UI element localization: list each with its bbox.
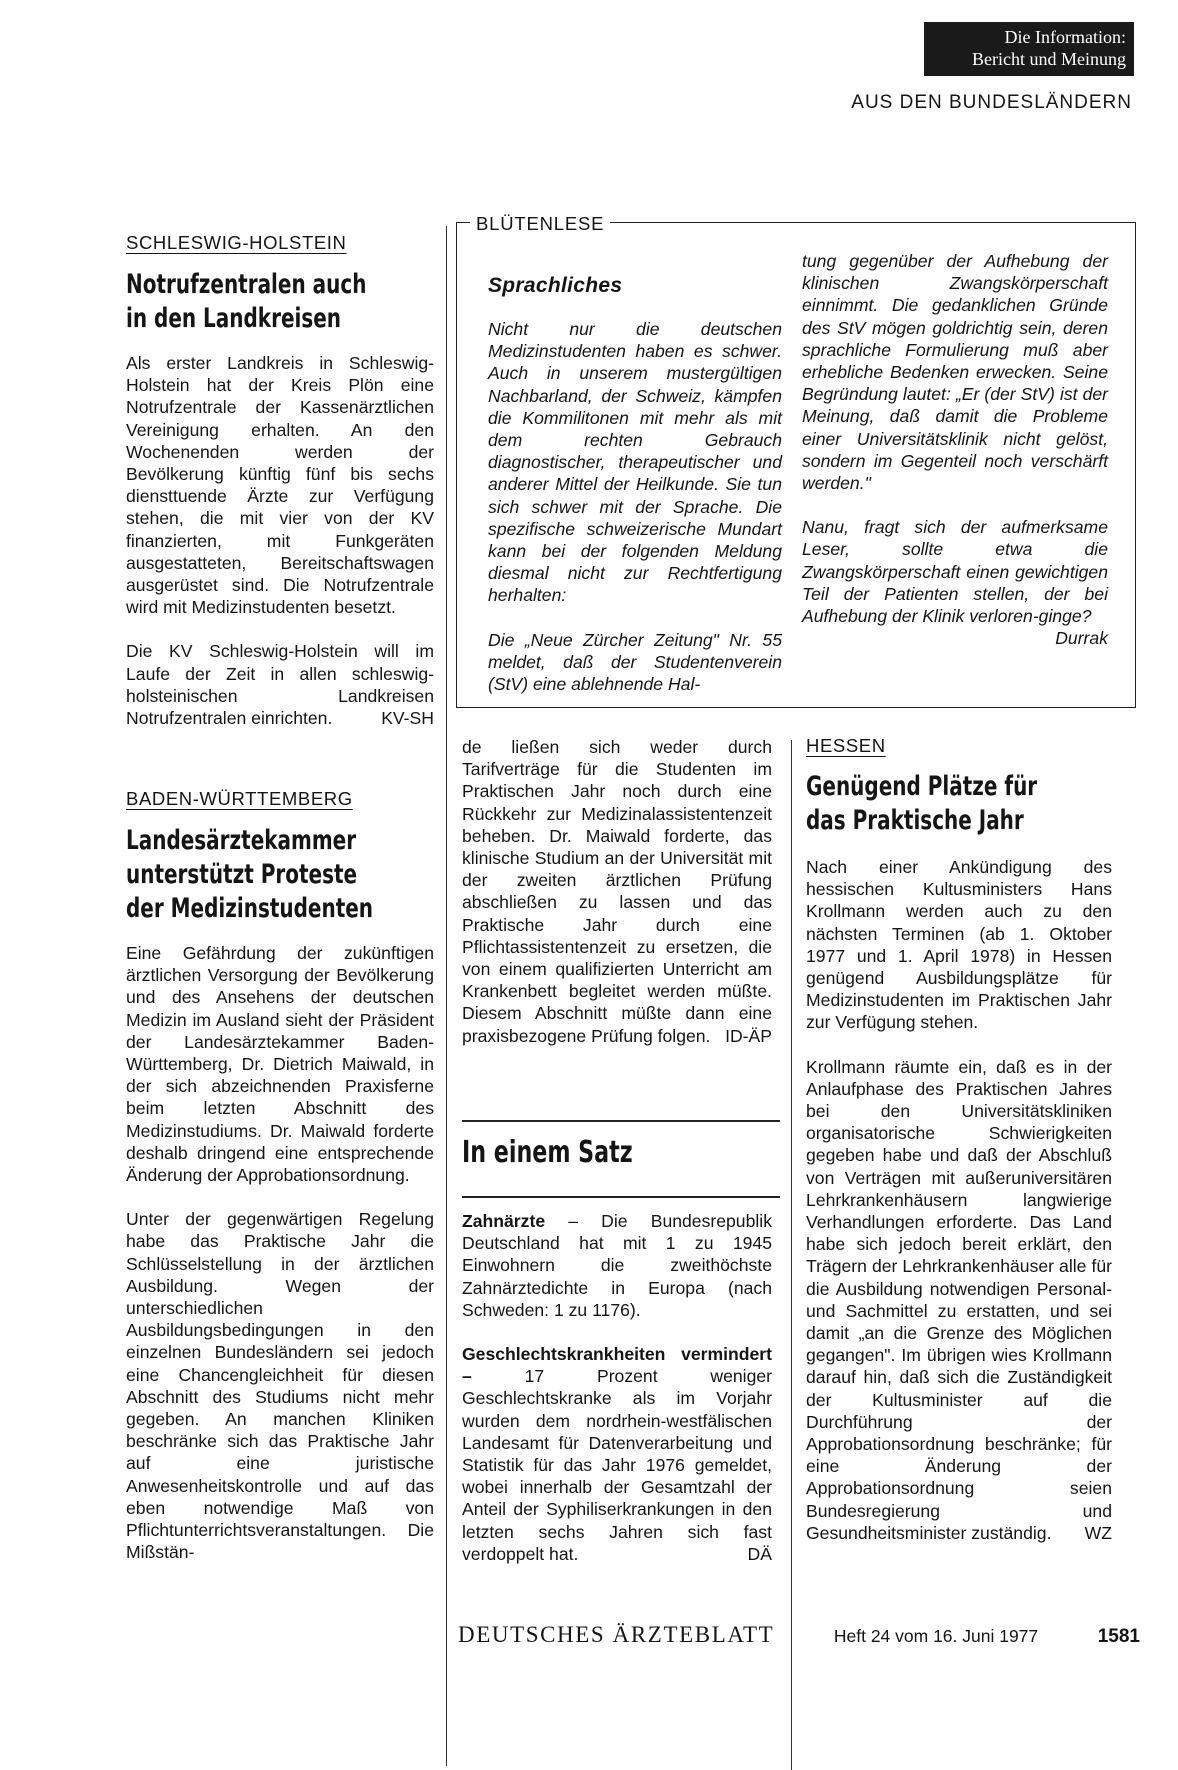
paragraph: tung gegenüber der Aufhebung der klinischen Zwangskörperschaft einnimmt. Die gedanklichen Gründe des StV mögen goldrichtig sein, deren sprachliche Formulierung muß aber erhebliche Bedenken erwecken. Seine Begründung lautet: „Er (der StV) ist der Meinung, daß damit die Probleme einer Universitätsklinik nicht gelöst, sondern im Gegenteil noch verschärft werden." [802, 251, 1108, 494]
kicker-baden-wuerttemberg: BADEN-WÜRTTEMBERG [126, 788, 353, 809]
journal-name: DEUTSCHES ÄRZTEBLATT [458, 1622, 775, 1647]
signature: KV-SH [381, 708, 434, 729]
item-title: Geschlechtskrankheiten vermindert – [462, 1344, 772, 1387]
page-number: 1581 [1097, 1626, 1140, 1647]
signature: WZ [1084, 1522, 1112, 1543]
item-text: 17 Prozent weniger Geschlechtskranke als im Vorjahr wurden dem nordrhein-westfälischen Landesamt für Datenverarbeitung und Statistik für das Jahr 1976 gemeldet, wobei innerhalb der Gesamtzahl der Anteil der Syphiliserkrankungen in den letzten sechs Jahren sich fast verdoppelt hat. [462, 1366, 772, 1564]
badge-line-2: Bericht und Meinung [972, 49, 1126, 69]
paragraph: Nicht nur die deutschen Medizinstudenten haben es schwer. Auch in unserem mustergültigen Nachbarland, der Schweiz, kämpfen die Kommilitonen mit mehr als mit dem rechten Gebrauch diagnostischer, therapeutischer und anderer Mittel der Heilkunde. Sie tun sich schwer mit der Sprache. Die spezifische schweizerische Mundart kann bei der folgenden Meldung diesmal nicht zur Rechtfertigung herhalten: [488, 319, 782, 606]
rubric: AUS DEN BUNDESLÄNDERN [851, 92, 1132, 113]
in-einem-satz-body [462, 1210, 772, 1565]
signature: DÄ [747, 1543, 772, 1564]
bluetenlese-label: BLÜTENLESE [470, 214, 610, 234]
headline-landesaerztekammer [126, 824, 373, 926]
paragraph: Eine Gefährdung der zukünftigen ärztlichen Versorgung der Bevölkerung und des Ansehens der deutschen Medizin im Ausland sieht der Präsident der Landesärztekammer Baden-Württemberg, Dr. Dietrich Maiwald, in der sich abzeichnenden Praxisferne beim letzten Abschnitt des Medizinstudiums. Dr. Maiwald forderte deshalb dringend eine entsprechende Änderung der Approbationsordnung. [126, 943, 434, 1186]
headline-line: Genügend Plätze für [806, 771, 1038, 802]
paragraph [126, 640, 434, 729]
signature: ID-ÄP [725, 1025, 772, 1046]
section-rule-top [462, 1120, 780, 1122]
headline-line: Notrufzentralen auch [126, 269, 367, 300]
headline-line: unterstützt Proteste [126, 859, 358, 890]
page-footer [458, 1622, 1140, 1648]
paragraph [462, 736, 772, 1047]
paragraph: Nach einer Ankündigung des hessischen Kultusministers Hans Krollmann werden auch zu den nächsten Terminen (ab 1. Oktober 1977 und 1. April 1978) in Hessen genügend Ausbildungsplätze für Medizinstudenten im Praktischen Jahr zur Verfügung stehen. [806, 857, 1112, 1033]
badge-line-1: Die Information: [1004, 27, 1126, 47]
paragraph-text: Nanu, fragt sich der aufmerksame Leser, sollte etwa die Zwangskörperschaft einen gewichtigen Teil der Patienten stellen, der bei Aufhebung der Klinik verloren-ginge? [802, 517, 1108, 627]
signature: Durrak [1055, 628, 1108, 649]
column-rule-right [791, 740, 792, 1770]
column-rule-left [446, 226, 447, 1766]
kicker-schleswig-holstein: SCHLESWIG-HOLSTEIN [126, 232, 347, 253]
paragraph-geschlechtskrankheiten [462, 1343, 772, 1565]
section-badge [924, 22, 1134, 76]
item-text: – Die Bundesrepublik Deutschland hat mit 1 zu 1945 Einwohnern die zweithöchste Zahnärztedichte in Europa (nach Schweden: 1 zu 1176). [462, 1211, 772, 1320]
headline-line: in den Landkreisen [126, 303, 342, 334]
paragraph: Die „Neue Zürcher Zeitung" Nr. 55 meldet, daß der Studentenverein (StV) eine ablehnende Hal- [488, 629, 782, 695]
paragraph [802, 516, 1108, 649]
kicker-hessen: HESSEN [806, 735, 886, 756]
paragraph-zahnaerzte [462, 1210, 772, 1321]
paragraph: Als erster Landkreis in Schleswig-Holstein hat der Kreis Plön eine Notrufzentrale der Kassenärztlichen Vereinigung erhalten. An den Wochenenden werden der Bevölkerung künftig fünf bis sechs diensttuende Ärzte zur Verfügung stehen, die mit vier von der KV finanzierten, mit Funkgeräten ausgestatteten, Bereitschaftswagen ausgerüstet sind. Die Notrufzentrale wird mit Medizinstudenten besetzt. [126, 353, 434, 618]
item-title: Zahnärzte [462, 1211, 546, 1231]
headline-line: Landesärztekammer [126, 825, 357, 856]
paragraph-text: Die KV Schleswig-Holstein will im Laufe der Zeit in allen schleswig-holsteinischen Landkreisen Notrufzentralen einrichten. [126, 641, 434, 729]
paragraph-text: Krollmann räumte ein, daß es in der Anlaufphase des Praktischen Jahres bei den Universitätskliniken organisatorische Schwierigkeiten gegeben habe und daß der Abschluß von Verträgen mit außeruniversitären Lehrkrankenhäusern langwierige Verhandlungen erforderte. Das Land habe sich jedoch bereit erklärt, den Trägern der Lehrkrankenhäuser alle für die Ausbildung notwendigen Personal- und Sachmittel zu erstatten, und sei damit „an die Grenze des Möglichen gegangen". Im übrigen wies Krollmann darauf hin, daß sich die Zuständigkeit der Kultusminister auf die Durchführung der Approbationsordnung beschränke; für eine Änderung der Approbationsordnung seien Bundesregierung und Gesundheitsminister zuständig. [806, 1056, 1112, 1543]
issue-info: Heft 24 vom 16. Juni 1977 [833, 1626, 1039, 1646]
subhead-sprachliches: Sprachliches [488, 274, 623, 297]
paragraph-text: de ließen sich weder durch Tarifverträge für die Studenten im Praktischen Jahr noch durch eine Rückkehr zur Medizinalassistentenzeit beheben. Dr. Maiwald forderte, das klinische Studium an der Universität mit der zweiten ärztlichen Prüfung abschließen zu lassen und das Praktische Jahr durch eine Pflichtassistentenzeit zu ersetzen, die von einem qualifizierten Unterricht am Krankenbett begleitet werden müßte. Diesem Abschnitt müßte dann eine praxisbezogene Prüfung folgen. [462, 737, 772, 1046]
headline-line: das Praktische Jahr [806, 805, 1024, 836]
bluetenlese-column-left [488, 318, 782, 695]
article-baden-wuerttemberg-continued [462, 736, 772, 1047]
headline-in-einem-satz: In einem Satz [462, 1135, 633, 1170]
paragraph: Unter der gegenwärtigen Regelung habe das Praktische Jahr die Schlüsselstellung in der ärztlichen Ausbildung. Wegen der unterschiedlichen Ausbildungsbedingungen in den einzelnen Bundesländern sei jedoch eine Chancengleichheit für diesen Abschnitt des Studiums nicht mehr gegeben. An manchen Kliniken beschränke sich das Praktische Jahr auf eine juristische Anwesenheitskontrolle und auf das eben notwendige Maß von Pflichtunterrichtsveranstaltungen. Die Mißstän- [126, 1209, 434, 1563]
paragraph [806, 1056, 1112, 1544]
section-rule-bottom [462, 1196, 780, 1198]
article-baden-wuerttemberg [126, 942, 434, 1563]
headline-line: der Medizinstudenten [126, 893, 374, 924]
headline-notrufzentralen [126, 268, 366, 336]
article-schleswig-holstein [126, 352, 434, 729]
headline-genuegend-plaetze [806, 770, 1037, 838]
bluetenlese-column-right [802, 250, 1108, 649]
article-hessen [806, 856, 1112, 1544]
